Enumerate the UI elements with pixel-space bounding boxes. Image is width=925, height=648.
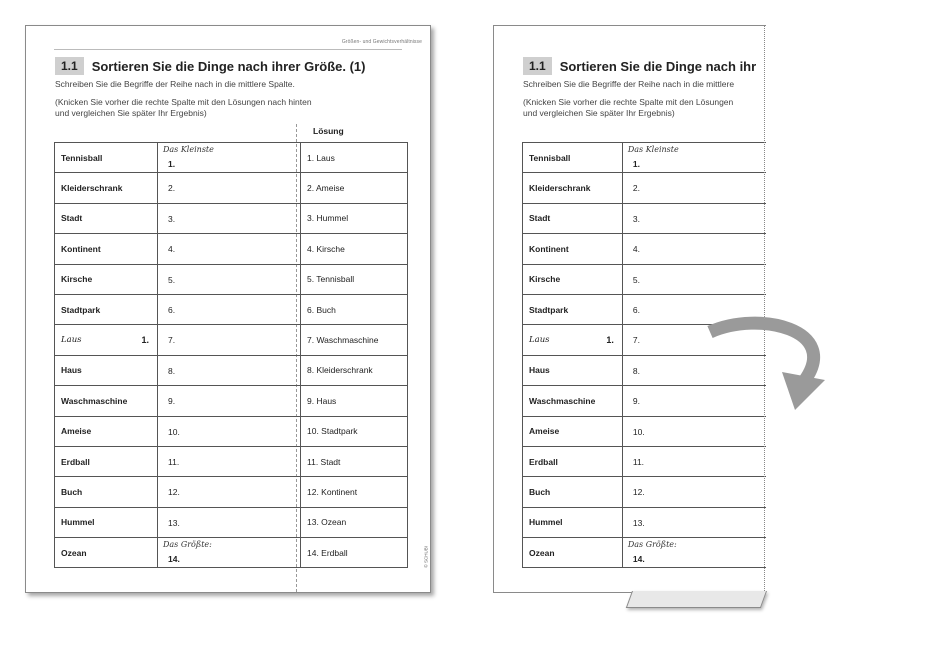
answer-number: 13.: [168, 517, 180, 528]
table-row: [55, 325, 408, 355]
solution-cell: 9. Haus: [301, 386, 408, 416]
word-cell: Ameise: [523, 416, 623, 446]
answer-cell[interactable]: [158, 507, 301, 537]
solution-cell: 11. Stadt: [301, 446, 408, 476]
answer-number: 3.: [168, 213, 176, 224]
solution-cell: 14. Erdball: [301, 538, 408, 568]
word-text: Laus: [61, 335, 82, 346]
answer-number: 12.: [168, 487, 180, 498]
answer-cell[interactable]: [158, 477, 301, 507]
word-cell: Ozean: [523, 538, 623, 568]
word-cell: Kirsche: [523, 264, 623, 294]
solution-cell: 8. Kleiderschrank: [301, 355, 408, 385]
answer-cell[interactable]: [158, 386, 301, 416]
handwritten-smallest: Das Kleinste: [163, 145, 214, 154]
answer-cell[interactable]: [158, 143, 301, 173]
answer-cell[interactable]: [158, 538, 301, 568]
answer-number: 6.: [168, 304, 176, 315]
word-cell: Kontinent: [523, 234, 623, 264]
table-row: [55, 507, 408, 537]
exercise-number: 1.1: [55, 57, 84, 75]
table-row: [523, 538, 767, 568]
instruction-line-2: (Knicken Sie vorher die rechte Spalte mit den Lösungen nach hinten: [55, 97, 312, 107]
header-topic: Größen- und Gewichtsverhältnisse: [341, 39, 422, 45]
word-cell: Hummel: [523, 507, 623, 537]
word-cell: Kirsche: [55, 264, 158, 294]
answer-number: 5.: [168, 274, 176, 285]
instruction-line-2-folded: (Knicken Sie vorher die rechte Spalte mit den Lösungen: [523, 97, 734, 107]
table-row: [55, 264, 408, 294]
table-row: [55, 446, 408, 476]
word-cell: Kleiderschrank: [523, 173, 623, 203]
instruction-line-3: und vergleichen Sie später Ihr Ergebnis): [55, 108, 207, 118]
header-rule: [54, 49, 402, 50]
answer-cell[interactable]: [622, 477, 766, 507]
word-cell: Waschmaschine: [55, 386, 158, 416]
word-cell: Stadtpark: [55, 294, 158, 324]
exercise-title-folded: Sortieren Sie die Dinge nach ihr: [559, 58, 757, 74]
answer-number: 14.: [168, 554, 180, 565]
table-row: [55, 386, 408, 416]
solution-cell: 1. Laus: [301, 143, 408, 173]
answer-number: 9.: [632, 396, 640, 407]
table-row: [523, 477, 767, 507]
worksheet-full: [25, 25, 431, 593]
answer-cell[interactable]: [158, 203, 301, 233]
word-cell: Stadt: [55, 203, 158, 233]
table-row: [55, 477, 408, 507]
word-cell: Stadt: [523, 203, 623, 233]
folded-flap: [626, 591, 767, 608]
table-row: [55, 234, 408, 264]
answer-number: 11.: [632, 456, 645, 467]
worksheet-folded: [493, 25, 766, 593]
word-cell: Tennisball: [523, 143, 623, 173]
word-cell: Kleiderschrank: [55, 173, 158, 203]
answer-number: 14.: [632, 554, 645, 565]
table-row: [55, 203, 408, 233]
exercise-title-row: [55, 57, 365, 75]
word-cell: [55, 325, 158, 355]
answer-cell[interactable]: [622, 234, 766, 264]
word-cell: Erdball: [55, 446, 158, 476]
word-cell: Erdball: [523, 446, 623, 476]
answer-cell[interactable]: [622, 264, 766, 294]
answer-cell[interactable]: [622, 507, 766, 537]
handwritten-largest: Das Größte:: [627, 540, 677, 550]
answer-number: 8.: [168, 365, 176, 376]
handwritten-mark: 1.: [141, 335, 149, 346]
answer-number: 2.: [168, 183, 176, 194]
answer-cell[interactable]: [158, 234, 301, 264]
table-row: [55, 538, 408, 568]
handwritten-mark: 1.: [606, 335, 614, 346]
word-cell: Waschmaschine: [523, 386, 623, 416]
answer-number: 1.: [632, 159, 640, 169]
word-cell: Ameise: [55, 416, 158, 446]
answer-cell[interactable]: [622, 203, 766, 233]
word-text: Laus: [529, 335, 550, 346]
answer-number: 2.: [632, 183, 640, 194]
answer-number: 8.: [632, 365, 640, 376]
answer-cell[interactable]: [622, 538, 766, 568]
table-row: [55, 416, 408, 446]
solution-cell: 4. Kirsche: [301, 234, 408, 264]
answer-number: 10.: [632, 426, 645, 437]
table-row: [523, 446, 767, 476]
solution-header: Lösung: [313, 126, 344, 136]
word-cell: [523, 325, 623, 355]
table-row: [523, 203, 767, 233]
table-row: [523, 234, 767, 264]
table-row: [523, 143, 767, 173]
answer-cell[interactable]: [622, 143, 766, 173]
answer-cell[interactable]: [622, 416, 766, 446]
word-cell: Buch: [523, 477, 623, 507]
word-cell: Haus: [523, 355, 623, 385]
solution-cell: 13. Ozean: [301, 507, 408, 537]
word-cell: Haus: [55, 355, 158, 385]
word-cell: Stadtpark: [523, 294, 623, 324]
word-cell: Hummel: [55, 507, 158, 537]
handwritten-largest: Das Größte:: [163, 540, 212, 550]
table-row: [523, 264, 767, 294]
table-row: [55, 143, 408, 173]
answer-number: 9.: [168, 396, 176, 407]
answer-number: 4.: [632, 244, 640, 255]
table-row: [55, 355, 408, 385]
sorting-table: [54, 142, 408, 568]
handwritten-smallest: Das Kleinste: [627, 145, 679, 154]
instruction-line-1-folded: Schreiben Sie die Begriffe der Reihe nach in die mittlere: [523, 79, 735, 89]
exercise-title: Sortieren Sie die Dinge nach ihrer Größe. (1): [91, 58, 366, 74]
answer-number: 3.: [632, 213, 640, 224]
answer-number: 12.: [632, 487, 645, 498]
answer-number: 7.: [632, 335, 640, 346]
answer-cell[interactable]: [158, 173, 301, 203]
instruction-line-3-folded: und vergleichen Sie später Ihr Ergebnis): [523, 108, 675, 118]
answer-number: 4.: [168, 244, 176, 255]
answer-cell[interactable]: [158, 294, 301, 324]
answer-cell[interactable]: [158, 416, 301, 446]
exercise-title-row-folded: [523, 57, 756, 75]
copyright: © SCHUBI: [424, 546, 429, 568]
answer-number: 11.: [168, 456, 180, 467]
answer-number: 6.: [632, 304, 640, 315]
word-cell: Ozean: [55, 538, 158, 568]
solution-cell: 7. Waschmaschine: [301, 325, 408, 355]
solution-cell: 5. Tennisball: [301, 264, 408, 294]
answer-number: 10.: [168, 426, 180, 437]
table-row: [55, 294, 408, 324]
answer-number: 7.: [168, 335, 176, 346]
solution-cell: 2. Ameise: [301, 173, 408, 203]
table-row: [523, 507, 767, 537]
answer-number: 13.: [632, 517, 645, 528]
table-row: [523, 173, 767, 203]
solution-cell: 10. Stadtpark: [301, 416, 408, 446]
answer-cell[interactable]: [158, 264, 301, 294]
word-cell: Buch: [55, 477, 158, 507]
answer-cell[interactable]: [158, 325, 301, 355]
solution-cell: 3. Hummel: [301, 203, 408, 233]
fold-edge: [764, 25, 765, 591]
answer-cell[interactable]: [158, 355, 301, 385]
solution-cell: 6. Buch: [301, 294, 408, 324]
word-cell: Tennisball: [55, 143, 158, 173]
answer-cell[interactable]: [622, 173, 766, 203]
answer-number: 5.: [632, 274, 640, 285]
table-row: [55, 173, 408, 203]
word-cell: Kontinent: [55, 234, 158, 264]
answer-number: 1.: [168, 159, 176, 169]
answer-cell[interactable]: [158, 446, 301, 476]
table-row: [523, 416, 767, 446]
answer-cell[interactable]: [622, 446, 766, 476]
fold-arrow-icon: [700, 310, 830, 420]
solution-cell: 12. Kontinent: [301, 477, 408, 507]
exercise-number-folded: 1.1: [523, 57, 552, 75]
instruction-line-1: Schreiben Sie die Begriffe der Reihe nach in die mittlere Spalte.: [55, 79, 295, 89]
